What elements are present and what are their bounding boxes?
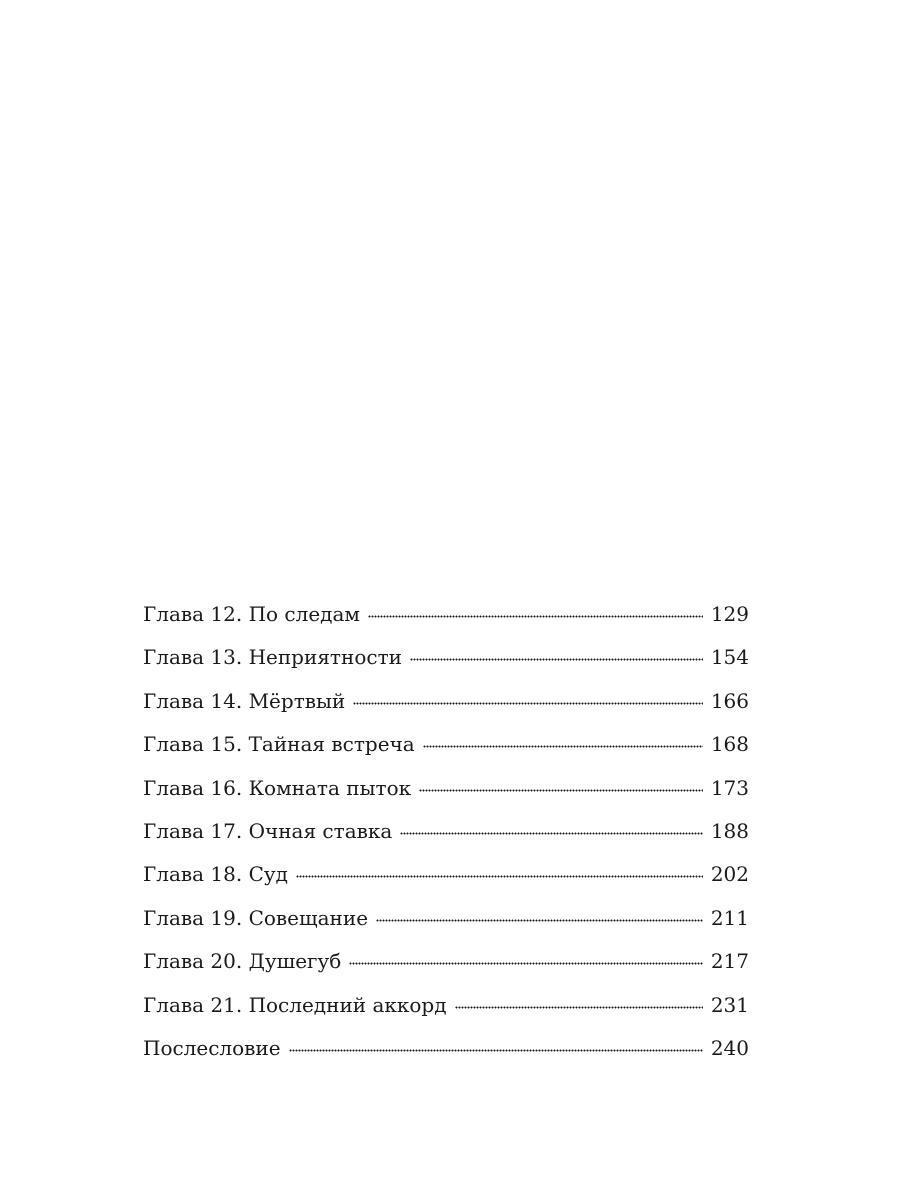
dot-leader xyxy=(289,1043,703,1055)
toc-entry xyxy=(143,810,749,853)
toc-entry-title: Глава 15. Тайная встреча xyxy=(143,732,415,757)
toc-entry-title: Послесловие xyxy=(143,1035,281,1060)
toc-entry-page: 217 xyxy=(710,949,749,974)
dot-leader xyxy=(349,956,702,968)
toc-entry xyxy=(143,680,749,723)
dot-leader xyxy=(410,652,703,664)
toc-entry-page: 188 xyxy=(710,818,749,843)
toc-entry-title: Глава 20. Душегуб xyxy=(143,949,342,974)
toc-entry xyxy=(143,723,749,766)
toc-entry-page: 231 xyxy=(710,992,749,1017)
toc-entry xyxy=(143,853,749,896)
dot-leader xyxy=(455,1000,703,1012)
toc-entry xyxy=(143,940,749,983)
toc-entry xyxy=(143,1027,749,1070)
toc-entry xyxy=(143,984,749,1027)
dot-leader xyxy=(419,783,703,795)
toc-entry-page: 129 xyxy=(710,602,749,626)
toc-entry xyxy=(143,593,749,636)
dot-leader xyxy=(296,869,703,881)
toc-entry-title: Глава 19. Совещание xyxy=(143,905,369,930)
toc-entry-page: 240 xyxy=(710,1035,749,1060)
toc-entry-title: Глава 16. Комната пыток xyxy=(143,775,412,800)
dot-leader xyxy=(368,609,703,621)
dot-leader xyxy=(376,913,703,925)
toc-entry-title: Глава 18. Суд xyxy=(143,862,288,887)
toc-entry-title: Глава 13. Неприятности xyxy=(143,645,402,670)
toc-entry-title: Глава 14. Мёртвый xyxy=(143,688,346,713)
toc-entry xyxy=(143,767,749,810)
toc-entry-title: Глава 21. Последний аккорд xyxy=(143,992,447,1017)
table-of-contents xyxy=(143,593,749,1070)
toc-entry-page: 166 xyxy=(710,688,749,713)
toc-entry-title: Глава 12. По следам xyxy=(143,602,360,626)
toc-entry-page: 154 xyxy=(710,645,749,670)
toc-entry-title: Глава 17. Очная ставка xyxy=(143,818,393,843)
toc-entry-page: 211 xyxy=(710,905,749,930)
toc-entry-page: 168 xyxy=(710,732,749,757)
dot-leader xyxy=(423,739,703,751)
toc-entry xyxy=(143,636,749,679)
dot-leader xyxy=(353,696,703,708)
toc-entry-page: 173 xyxy=(710,775,749,800)
toc-entry-page: 202 xyxy=(710,862,749,887)
toc-entry xyxy=(143,897,749,940)
dot-leader xyxy=(400,826,703,838)
